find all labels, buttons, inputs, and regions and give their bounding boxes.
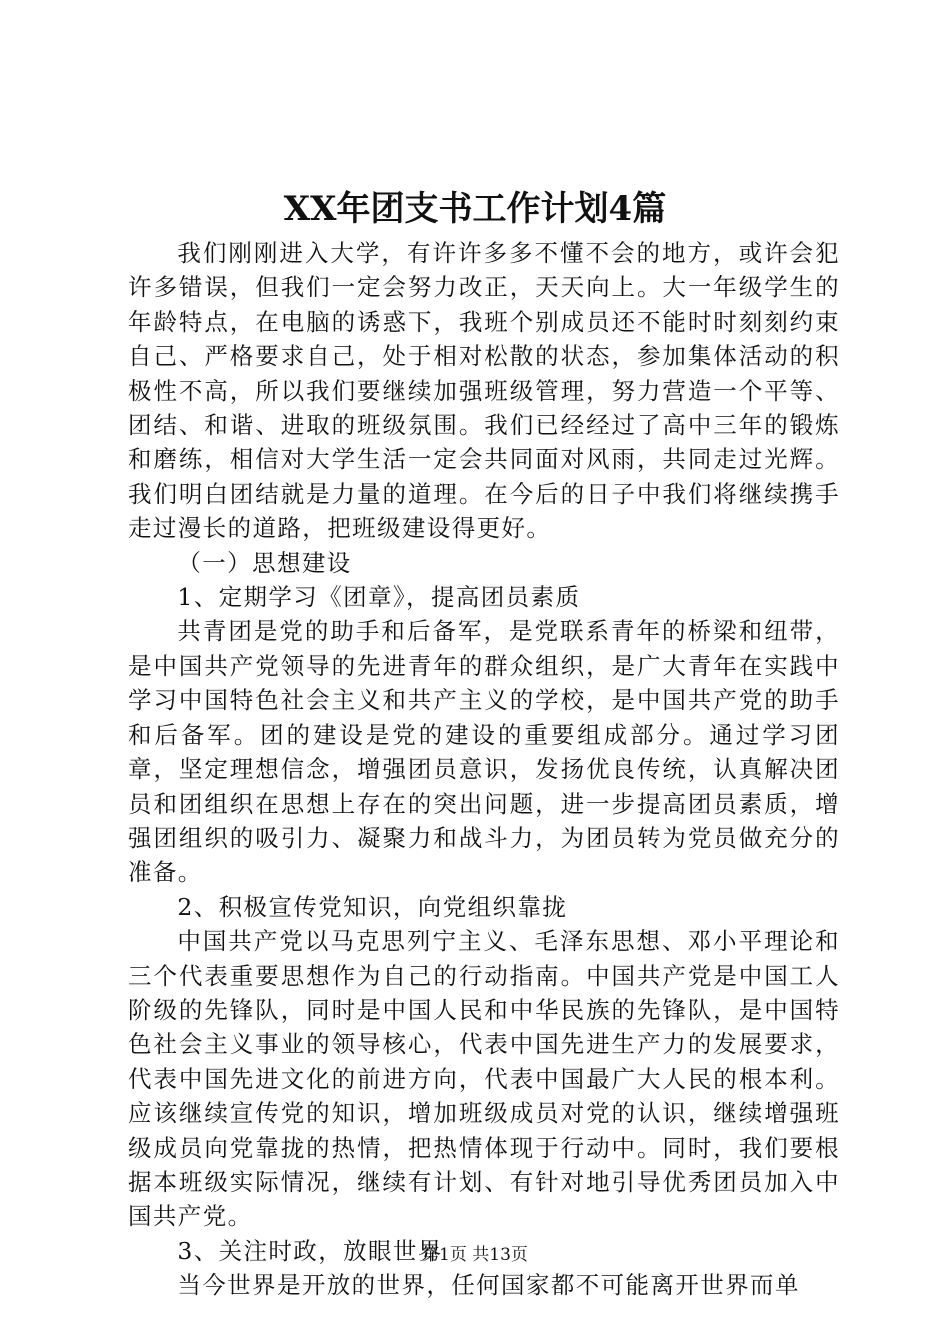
subheading-current-affairs: 3、关注时政，放眼世界 <box>177 1236 443 1265</box>
paragraph-party: 中国共产党以马克思列宁主义、毛泽东思想、邓小平理论和三个代表重要思想作为自己的行动指南。中国共产党是中国工人阶级的先锋队，同时是中国人民和中华民族的先锋队，是中国特色社会主义事业的领导核心，代表中国先进生产力的发展要求，代表中国先进文化的前进方向，代表中国最广大人民的根本利。应该继续宣传党的知识，增加班级成员对党的认识，继续增强班级成员向党靠拢的热情，把热情体现于行动中。同时，我们要根据本班级实际情况，继续有计划、有针对地引导优秀团员加入中国共产党。 <box>128 927 840 1231</box>
subheading-study-charter: 1、定期学习《团章》，提高团员素质 <box>177 583 581 612</box>
paragraph-world: 当今世界是开放的世界，任何国家都不可能离开世界而单 <box>177 1271 800 1300</box>
document-title: XX年团支书工作计划4篇 <box>283 189 667 229</box>
paragraph-youth-league: 共青团是党的助手和后备军，是党联系青年的桥梁和纽带，是中国共产党领导的先进青年的群众组织，是广大青年在实践中学习中国特色社会主义和共产主义的学校，是中国共产党的助手和后备军。团的建设是党的建设的重要组成部分。通过学习团章，坚定理想信念，增强团员意识，发扬优良传统，认真解决团员和团组织在思想上存在的突出问题，进一步提高团员素质，增强团组织的吸引力、凝聚力和战斗力，为团员转为党员做充分的准备。 <box>128 617 840 887</box>
subheading-party-knowledge: 2、积极宣传党知识，向党组织靠拢 <box>177 892 568 921</box>
intro-paragraph: 我们刚刚进入大学，有许许多多不懂不会的地方，或许会犯许多错误，但我们一定会努力改正，天天向上。大一年级学生的年龄特点，在电脑的诱惑下，我班个别成员还不能时时刻刻约束自己、严格要求自己，处于相对松散的状态，参加集体活动的积极性不高，所以我们要继续加强班级管理，努力营造一个平等、团结、和谐、进取的班级氛围。我们已经经过了高中三年的锻炼和磨练，相信对大学生活一定会共同面对风雨，共同走过光辉。我们明白团结就是力量的道理。在今后的日子中我们将继续携手走过漫长的道路，把班级建设得更好。 <box>128 239 840 543</box>
document-body <box>128 236 840 1303</box>
page-number-footer: 第1页 共13页 <box>422 1245 528 1265</box>
section-heading-ideology: （一）思想建设 <box>177 548 352 577</box>
